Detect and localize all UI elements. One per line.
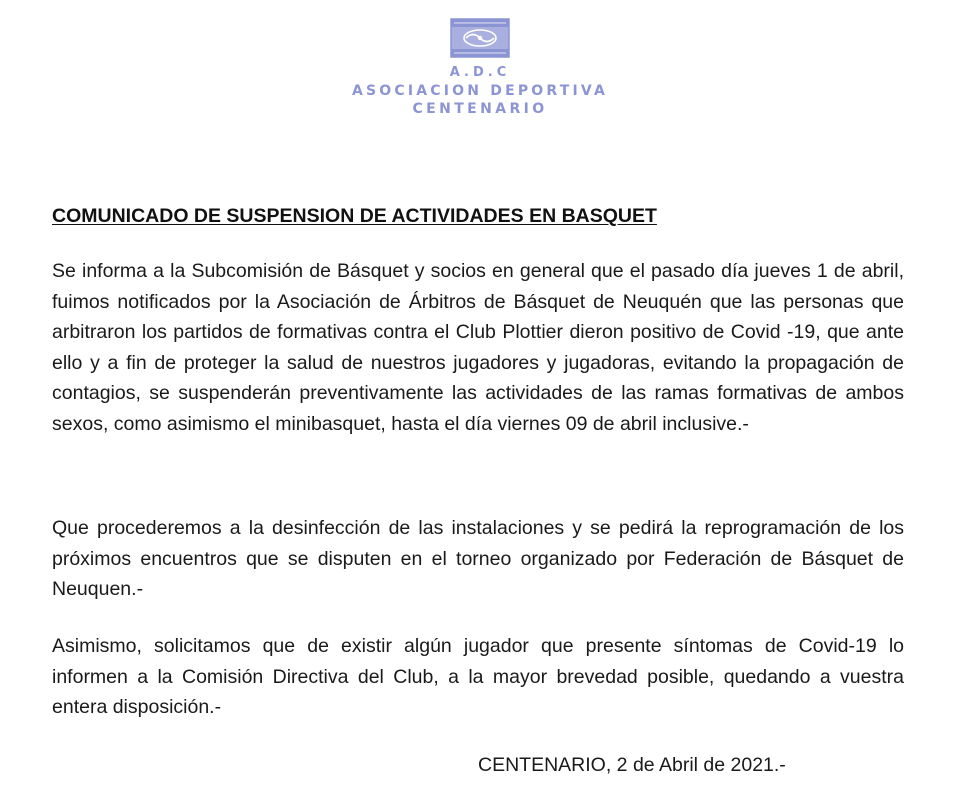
club-crest-icon	[450, 18, 510, 58]
org-name: ASOCIACION DEPORTIVA	[351, 83, 609, 99]
paragraph-symptoms-request: Asimismo, solicitamos que de existir algún jugador que presente síntomas de Covid-19 lo informen a la Comisión Directiva del Club, a la mayor brevedad posible, quedando a vuestra entera disposición.-	[52, 635, 904, 719]
org-abbreviation: A.D.C	[449, 65, 511, 80]
document-title: COMUNICADO DE SUSPENSION DE ACTIVIDADES EN BASQUET	[52, 205, 657, 227]
closing-place-date: CENTENARIO, 2 de Abril de 2021.-	[478, 754, 786, 776]
letterhead	[0, 18, 960, 118]
paragraph-suspension-notice: Se informa a la Subcomisión de Básquet y socios en general que el pasado día jueves 1 de abril, fuimos notificados por la Asociación de Árbitros de Básquet de Neuquén que las personas que arbitraron los partidos de formativas contra el Club Plottier dieron positivo de Covid -19, que ante ello y a fin de proteger la salud de nuestros jugadores y jugadoras, evitando la propagación de contagios, se suspenderán preventivamente las actividades de las ramas formativas de ambos sexos, como asimismo el minibasquet, hasta el día viernes 09 de abril inclusive.-	[52, 260, 904, 435]
org-city: CENTENARIO	[412, 101, 548, 117]
paragraph-disinfection: Que procederemos a la desinfección de las instalaciones y se pedirá la reprogramación de los próximos encuentros que se disputen en el torneo organizado por Federación de Básquet de Neuquen.-	[52, 517, 904, 601]
